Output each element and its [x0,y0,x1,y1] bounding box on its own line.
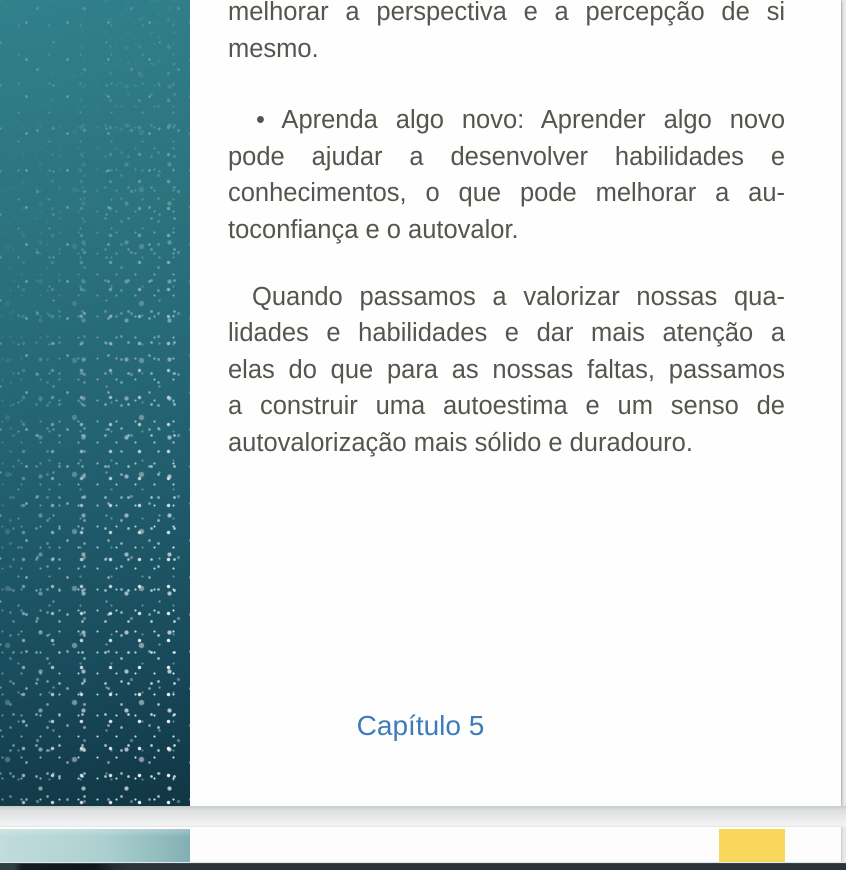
text-line: conhecimentos, o que pode melhorar a au- [228,179,785,208]
page-margin-photo [0,0,190,806]
bubbles-texture-dense [0,0,190,806]
text-line: Quando passamos a valorizar nossas qua- [252,282,785,311]
chapter-heading: Capítulo 5 [356,710,485,741]
book-page-next [0,827,841,863]
paragraph [228,0,785,67]
next-page-margin-photo [0,829,190,863]
yellow-accent-block [719,829,785,863]
text-line: elas do que para as nossas faltas, passamos [228,355,785,384]
taskbar-edge[interactable] [0,863,846,870]
text-line: lidades e habilidades e dar mais atenção a [228,319,785,348]
paragraph [228,279,785,462]
text-line: • Aprenda algo novo: Aprender algo novo [256,106,785,135]
text-line: pode ajudar a desenvolver habilidades e [228,142,785,171]
bullet-paragraph [228,102,785,248]
text-line: autovalorização mais sólido e duradouro. [228,428,693,457]
text-line: a construir uma autoestima e um senso de [228,392,785,421]
text-line: melhorar a perspectiva e a percepção de si [228,0,785,26]
page-gap [0,806,846,827]
page-text-column [228,0,785,462]
text-line: toconfiança e o autovalor. [228,215,519,244]
text-line: mesmo. [228,34,319,63]
bubbles-texture-dense-wrap [0,0,190,806]
